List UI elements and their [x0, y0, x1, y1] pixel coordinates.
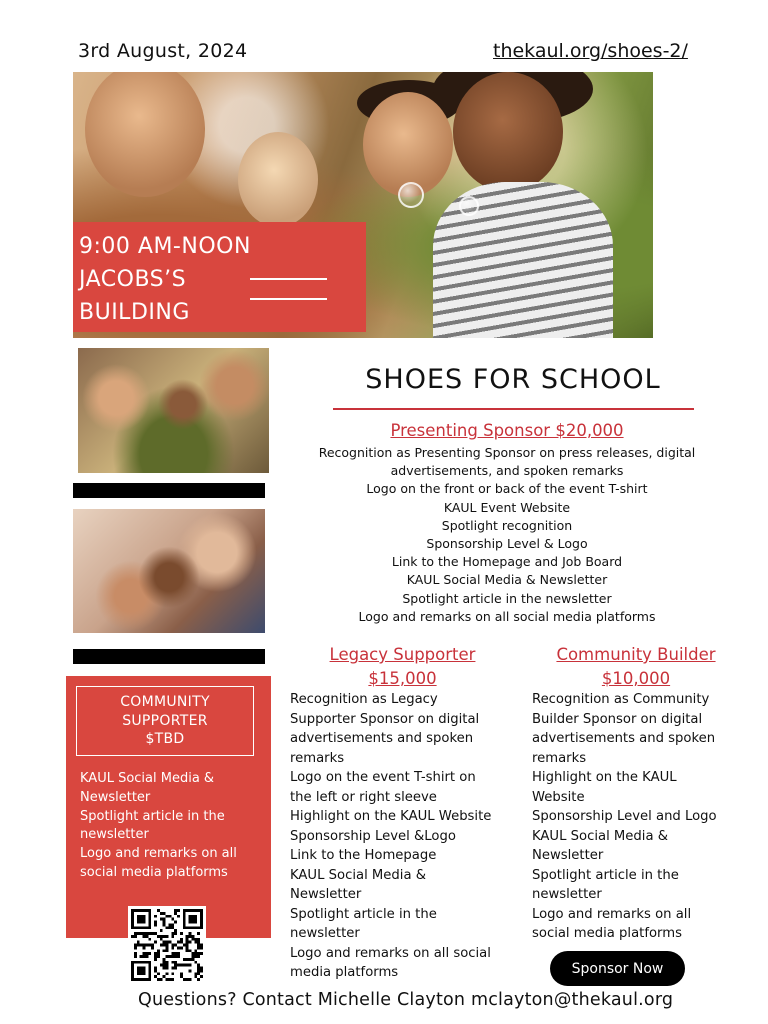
tier-name: Legacy Supporter	[329, 645, 476, 664]
benefit-line: Newsletter	[80, 789, 151, 805]
soap-bubble	[459, 196, 479, 216]
benefit-line: advertisements, and spoken remarks	[390, 463, 624, 479]
child-face	[238, 132, 318, 227]
benefit-line: Logo and remarks on all	[532, 906, 692, 922]
community-builder-heading[interactable]	[530, 643, 742, 691]
community-supporter-benefits	[80, 770, 266, 883]
soap-bubble	[398, 182, 424, 208]
event-date: 3rd August, 2024	[78, 40, 248, 62]
benefit-line: Recognition as Presenting Sponsor on press releases, digital	[318, 445, 696, 460]
tier-name: Community Builder	[556, 645, 716, 664]
benefit-line: Sponsorship Level & Logo	[426, 536, 588, 552]
benefit-line: Spotlight article in the	[290, 906, 437, 922]
benefit-line: newsletter	[80, 827, 149, 843]
benefit-line: Spotlight article in the	[532, 867, 679, 883]
benefit-line: social media platforms	[80, 864, 228, 880]
benefit-line: Logo and remarks on all social	[290, 945, 491, 961]
benefit-line: Logo and remarks on all	[80, 846, 237, 862]
benefit-line: media platforms	[290, 965, 399, 980]
benefit-line: Link to the Homepage and Job Board	[391, 554, 623, 570]
benefit-line: Recognition as Community	[532, 692, 710, 707]
benefit-line: Spotlight article in the	[80, 808, 225, 824]
community-supporter-box	[66, 676, 271, 938]
tier-price: $TBD	[145, 731, 185, 747]
benefit-line: Newsletter	[290, 887, 362, 902]
benefit-line: Sponsorship Level and Logo	[532, 809, 717, 824]
benefit-line: Sponsorship Level &Logo	[290, 828, 456, 844]
qr-code-icon[interactable]	[128, 906, 206, 984]
benefit-line: KAUL Event Website	[443, 499, 571, 515]
benefit-line: Builder Sponsor on digital	[532, 711, 703, 727]
child-face	[453, 72, 563, 192]
event-url-link[interactable]: thekaul.org/shoes-2/	[493, 40, 688, 62]
benefit-line: newsletter	[290, 926, 360, 941]
benefit-line: Supporter Sponsor on digital	[290, 711, 480, 727]
tier-price: $10,000	[601, 669, 671, 688]
benefit-line: Newsletter	[532, 848, 604, 863]
benefit-line: Highlight on the KAUL Website	[290, 809, 492, 824]
tier-title-line: COMMUNITY	[120, 694, 210, 710]
benefit-line: advertisements and spoken	[290, 731, 474, 746]
legacy-supporter-benefits	[290, 690, 522, 983]
stacked-hands-photo	[73, 509, 265, 633]
black-divider-bar	[73, 483, 265, 498]
tier-title-line: SUPPORTER	[122, 712, 208, 729]
benefit-line: remarks	[290, 750, 345, 766]
page-title: SHOES FOR SCHOOL	[365, 364, 661, 395]
hero-photo	[73, 72, 653, 338]
benefit-line: newsletter	[532, 887, 602, 902]
community-builder-benefits	[532, 690, 744, 944]
event-time: 9:00 AM-NOON	[79, 234, 251, 259]
benefit-line: the left or right sleeve	[290, 789, 437, 805]
divider	[250, 278, 327, 280]
benefit-line: Link to the Homepage	[290, 848, 437, 863]
sponsor-now-button[interactable]: Sponsor Now	[550, 951, 685, 986]
benefit-line: Logo and remarks on all social media platforms	[358, 608, 656, 624]
benefit-line: advertisements and spoken	[532, 731, 716, 746]
benefit-line: Recognition as Legacy	[290, 692, 438, 707]
divider	[250, 298, 327, 300]
benefit-line: KAUL Social Media &	[290, 867, 427, 883]
kids-gardening-photo	[78, 348, 269, 473]
presenting-sponsor-heading[interactable]: Presenting Sponsor $20,000	[390, 421, 624, 440]
contact-footer: Questions? Contact Michelle Clayton mclayton@thekaul.org	[138, 990, 674, 1010]
benefit-line: remarks	[532, 750, 587, 766]
benefit-line: Spotlight article in the newsletter	[402, 590, 612, 606]
benefit-line: KAUL Social Media & Newsletter	[406, 572, 608, 588]
event-time-location-box	[73, 222, 366, 332]
event-location-line: JACOBS’S	[79, 267, 187, 292]
black-divider-bar	[73, 649, 265, 664]
presenting-sponsor-benefits	[300, 444, 714, 626]
community-supporter-title	[76, 686, 254, 756]
benefit-line: Website	[532, 789, 585, 805]
benefit-line: Spotlight recognition	[441, 517, 573, 533]
child-face	[85, 72, 205, 197]
tier-price: $15,000	[368, 669, 437, 688]
benefit-line: Logo on the front or back of the event T-shirt	[366, 481, 648, 497]
benefit-line: KAUL Social Media &	[80, 771, 215, 786]
event-location-line: BUILDING	[79, 300, 190, 325]
legacy-supporter-heading[interactable]	[290, 643, 515, 691]
benefit-line: KAUL Social Media &	[532, 828, 669, 844]
title-underline	[333, 408, 694, 410]
benefit-line: social media platforms	[532, 926, 682, 941]
benefit-line: Logo on the event T-shirt on	[290, 770, 476, 785]
benefit-line: Highlight on the KAUL	[532, 770, 677, 785]
